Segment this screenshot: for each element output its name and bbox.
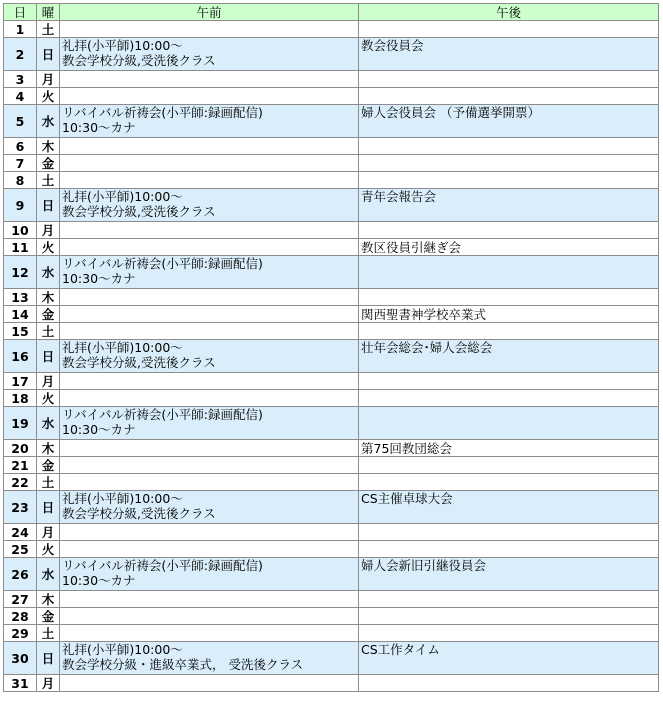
weekday: 土 [37,323,60,340]
afternoon-cell [359,541,659,558]
afternoon-cell [359,256,659,289]
table-row [4,239,659,256]
day-number: 11 [4,239,37,256]
morning-cell [60,457,359,474]
weekday: 土 [37,172,60,189]
afternoon-cell [359,155,659,172]
table-row [4,474,659,491]
weekday: 日 [37,642,60,675]
weekday: 土 [37,625,60,642]
weekday: 日 [37,340,60,373]
table-row [4,138,659,155]
morning-cell [60,491,359,524]
afternoon-cell [359,222,659,239]
day-number: 7 [4,155,37,172]
morning-line-2: 教会学校分級,受洗後クラス [62,204,216,219]
day-number: 12 [4,256,37,289]
morning-cell [60,306,359,323]
afternoon-cell: CS工作タイム [359,642,659,675]
weekday: 火 [37,88,60,105]
morning-cell [60,675,359,692]
table-row [4,591,659,608]
morning-line-1: 礼拝(小平師)10:00～ [62,38,183,53]
table-row [4,675,659,692]
weekday: 水 [37,105,60,138]
table-row [4,172,659,189]
afternoon-cell [359,373,659,390]
day-number: 25 [4,541,37,558]
weekday: 水 [37,407,60,440]
morning-cell [60,390,359,407]
table-row [4,323,659,340]
day-number: 23 [4,491,37,524]
table-row [4,88,659,105]
day-number: 15 [4,323,37,340]
day-number: 14 [4,306,37,323]
morning-cell [60,155,359,172]
table-row [4,440,659,457]
table-row [4,457,659,474]
table-row [4,407,659,440]
morning-line-2: 教会学校分級,受洗後クラス [62,355,216,370]
day-number: 8 [4,172,37,189]
day-number: 17 [4,373,37,390]
day-number: 5 [4,105,37,138]
morning-cell [60,407,359,440]
day-number: 6 [4,138,37,155]
afternoon-cell [359,172,659,189]
afternoon-cell [359,289,659,306]
morning-cell [60,21,359,38]
header-row [4,4,659,21]
weekday: 火 [37,390,60,407]
table-row [4,222,659,239]
weekday: 金 [37,457,60,474]
day-number: 19 [4,407,37,440]
afternoon-cell [359,608,659,625]
morning-cell [60,591,359,608]
afternoon-cell [359,323,659,340]
morning-cell [60,625,359,642]
morning-cell [60,88,359,105]
morning-cell [60,256,359,289]
day-number: 28 [4,608,37,625]
morning-cell [60,474,359,491]
morning-line-1: 礼拝(小平師)10:00～ [62,491,183,506]
afternoon-cell [359,407,659,440]
table-row [4,608,659,625]
header-am: 午前 [60,4,359,21]
morning-cell [60,524,359,541]
table-row [4,105,659,138]
morning-line-1: リバイバル祈祷会(小平師:録画配信) [62,105,263,120]
weekday: 火 [37,239,60,256]
day-number: 30 [4,642,37,675]
table-row [4,373,659,390]
morning-line-2: 教会学校分級,受洗後クラス [62,506,216,521]
morning-line-1: 礼拝(小平師)10:00～ [62,189,183,204]
weekday: 木 [37,138,60,155]
morning-cell [60,239,359,256]
afternoon-cell [359,390,659,407]
calendar-body [4,21,659,692]
weekday: 月 [37,222,60,239]
morning-line-2: 教会学校分級・進級卒業式， 受洗後クラス [62,657,304,672]
afternoon-cell: 教区役員引継ぎ会 [359,239,659,256]
morning-cell [60,38,359,71]
afternoon-cell [359,71,659,88]
weekday: 月 [37,71,60,88]
weekday: 木 [37,591,60,608]
afternoon-cell [359,591,659,608]
afternoon-cell: 教会役員会 [359,38,659,71]
morning-line-2: 10:30～カナ [62,271,136,286]
day-number: 21 [4,457,37,474]
day-number: 26 [4,558,37,591]
weekday: 月 [37,675,60,692]
day-number: 2 [4,38,37,71]
day-number: 4 [4,88,37,105]
day-number: 27 [4,591,37,608]
morning-cell [60,189,359,222]
morning-line-1: 礼拝(小平師)10:00～ [62,642,183,657]
morning-line-2: 10:30～カナ [62,120,136,135]
table-row [4,541,659,558]
weekday: 日 [37,38,60,71]
afternoon-cell: 第75回教団総会 [359,440,659,457]
table-row [4,306,659,323]
table-row [4,524,659,541]
day-number: 9 [4,189,37,222]
header-day: 日 [4,4,37,21]
weekday: 日 [37,189,60,222]
morning-cell [60,222,359,239]
table-row [4,71,659,88]
morning-line-1: リバイバル祈祷会(小平師:録画配信) [62,256,263,271]
morning-cell [60,541,359,558]
afternoon-cell [359,524,659,541]
day-number: 18 [4,390,37,407]
day-number: 10 [4,222,37,239]
afternoon-cell: 関西聖書神学校卒業式 [359,306,659,323]
weekday: 木 [37,289,60,306]
afternoon-cell: 青年会報告会 [359,189,659,222]
afternoon-cell: 壮年会総会･婦人会総会 [359,340,659,373]
table-row [4,642,659,675]
afternoon-cell [359,457,659,474]
weekday: 木 [37,440,60,457]
weekday: 金 [37,608,60,625]
afternoon-cell [359,675,659,692]
day-number: 20 [4,440,37,457]
afternoon-cell: 婦人会役員会 （予備選挙開票） [359,105,659,138]
afternoon-cell: CS主催卓球大会 [359,491,659,524]
weekday: 月 [37,524,60,541]
morning-cell [60,289,359,306]
weekday: 金 [37,306,60,323]
header-weekday: 曜 [37,4,60,21]
table-row [4,21,659,38]
morning-cell [60,71,359,88]
table-row [4,491,659,524]
table-row [4,256,659,289]
afternoon-cell [359,21,659,38]
weekday: 金 [37,155,60,172]
table-row [4,189,659,222]
day-number: 22 [4,474,37,491]
morning-line-2: 10:30～カナ [62,573,136,588]
day-number: 24 [4,524,37,541]
morning-cell [60,138,359,155]
morning-cell [60,642,359,675]
morning-cell [60,373,359,390]
day-number: 16 [4,340,37,373]
morning-line-2: 教会学校分級,受洗後クラス [62,53,216,68]
afternoon-cell [359,474,659,491]
afternoon-cell [359,88,659,105]
afternoon-cell: 婦人会新旧引継役員会 [359,558,659,591]
afternoon-cell [359,625,659,642]
weekday: 水 [37,256,60,289]
table-row [4,558,659,591]
weekday: 土 [37,21,60,38]
table-row [4,390,659,407]
morning-cell [60,172,359,189]
weekday: 月 [37,373,60,390]
morning-cell [60,323,359,340]
morning-line-1: リバイバル祈祷会(小平師:録画配信) [62,407,263,422]
day-number: 1 [4,21,37,38]
table-row [4,289,659,306]
morning-cell [60,340,359,373]
afternoon-cell [359,138,659,155]
morning-line-2: 10:30～カナ [62,422,136,437]
table-row [4,38,659,71]
weekday: 日 [37,491,60,524]
weekday: 水 [37,558,60,591]
schedule-calendar-table [3,3,659,692]
table-row [4,340,659,373]
morning-line-1: リバイバル祈祷会(小平師:録画配信) [62,558,263,573]
day-number: 13 [4,289,37,306]
morning-line-1: 礼拝(小平師)10:00～ [62,340,183,355]
day-number: 29 [4,625,37,642]
table-row [4,155,659,172]
morning-cell [60,558,359,591]
day-number: 3 [4,71,37,88]
morning-cell [60,440,359,457]
morning-cell [60,608,359,625]
weekday: 火 [37,541,60,558]
day-number: 31 [4,675,37,692]
morning-cell [60,105,359,138]
weekday: 土 [37,474,60,491]
table-row [4,625,659,642]
header-pm: 午後 [359,4,659,21]
